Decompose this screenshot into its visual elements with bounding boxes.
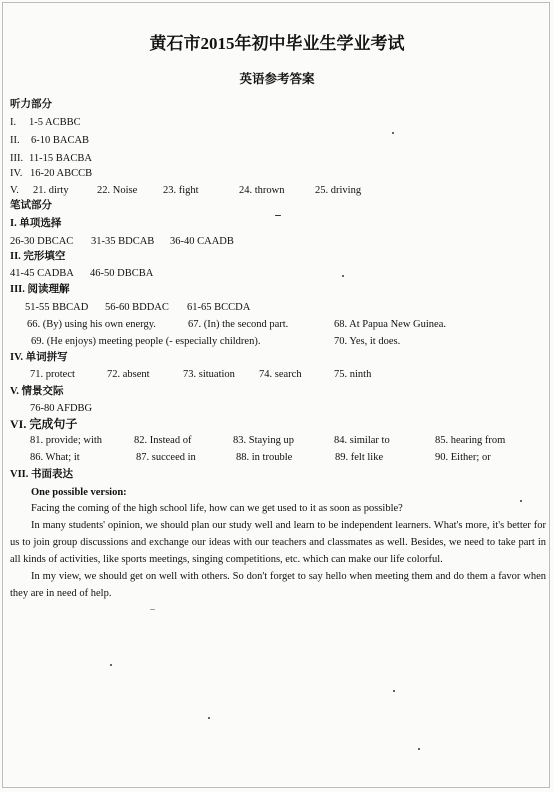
section-3-heading: III. 阅读理解 bbox=[10, 284, 70, 295]
listening-line-4 bbox=[10, 168, 93, 180]
listening-line-5 bbox=[10, 185, 550, 197]
scan-speck bbox=[275, 215, 281, 216]
answer-group: 26-30 DBCAC bbox=[10, 236, 74, 247]
answer-item: 75. ninth bbox=[334, 369, 372, 380]
answer-68: 68. At Papua New Guinea. bbox=[334, 319, 446, 330]
answer-item: 25. driving bbox=[315, 185, 362, 196]
essay-paragraph-3: In my view, we should get on well with others. So don't forget to say hello when meeting them and do them a favor when they are in need of help. bbox=[10, 571, 546, 599]
answer-group: 51-55 BBCAD bbox=[25, 302, 89, 313]
page-title: 黄石市2015年初中毕业生学业考试 bbox=[149, 34, 405, 53]
section-6-row-1 bbox=[30, 435, 550, 447]
answer-item: 74. search bbox=[259, 369, 302, 380]
answer-70: 70. Yes, it does. bbox=[334, 336, 401, 347]
page-border bbox=[2, 2, 550, 788]
section-3-answers bbox=[25, 302, 525, 314]
section-2-heading: II. 完形填空 bbox=[10, 251, 66, 262]
section-5-heading: V. 情景交际 bbox=[10, 386, 64, 397]
answer-text: 1-5 ACBBC bbox=[29, 117, 81, 128]
scan-speck bbox=[418, 748, 420, 750]
essay-paragraph-1: Facing the coming of the high school life, how can we get used to it as soon as possible? bbox=[31, 503, 403, 514]
answer-item: 87. succeed in bbox=[136, 452, 196, 463]
roman-numeral: V. bbox=[10, 185, 19, 196]
answer-item: 89. felt like bbox=[335, 452, 384, 463]
answer-item: 85. hearing from bbox=[435, 435, 506, 446]
answer-item: 88. in trouble bbox=[236, 452, 293, 463]
listening-heading: 听力部分 bbox=[10, 99, 52, 110]
section-7-heading: VII. 书面表达 bbox=[10, 469, 74, 480]
answer-text: 16-20 ABCCB bbox=[30, 168, 93, 179]
answer-group: 46-50 DBCBA bbox=[90, 268, 154, 279]
answer-item: 84. similar to bbox=[334, 435, 390, 446]
scan-speck bbox=[342, 275, 344, 277]
answer-item: 86. What; it bbox=[30, 452, 80, 463]
essay-paragraph-2: In many students' opinion, we should plan our study well and learn to be independent learners. What's more, it's better for us to join group discussions and exchange our ideas with our teachers and classmates as well. Besides, we need to take part in all kinds of activities, like sports meetings, singing competitions, etc. which can make our life colorful. bbox=[10, 520, 546, 565]
section-4-heading: IV. 单词拼写 bbox=[10, 352, 68, 363]
answer-item: 81. provide; with bbox=[30, 435, 103, 446]
answer-item: 71. protect bbox=[30, 369, 75, 380]
answer-item: 83. Staying up bbox=[233, 435, 294, 446]
section-2-answers bbox=[10, 268, 510, 280]
answer-66: 66. (By) using his own energy. bbox=[27, 319, 156, 330]
roman-numeral: III. bbox=[10, 153, 24, 164]
scan-speck bbox=[392, 132, 394, 134]
answer-item: 22. Noise bbox=[97, 185, 138, 196]
answer-item: 72. absent bbox=[107, 369, 150, 380]
listening-line-3 bbox=[10, 153, 92, 165]
scan-speck bbox=[208, 717, 210, 719]
answer-item: 82. Instead of bbox=[134, 435, 192, 446]
answer-item: 23. fight bbox=[163, 185, 199, 196]
answer-group: 36-40 CAADB bbox=[170, 236, 234, 247]
answer-67: 67. (In) the second part. bbox=[188, 319, 289, 330]
written-heading: 笔试部分 bbox=[10, 200, 52, 211]
roman-numeral: I. bbox=[10, 117, 17, 128]
version-label: One possible version: bbox=[31, 487, 127, 498]
page-subtitle: 英语参考答案 bbox=[239, 72, 315, 86]
scan-speck bbox=[150, 609, 155, 610]
section-5-answer: 76-80 AFDBG bbox=[30, 403, 93, 414]
answer-text: 6-10 BACAB bbox=[31, 135, 90, 146]
scan-speck bbox=[393, 690, 395, 692]
section-1-heading: I. 单项选择 bbox=[10, 218, 62, 229]
answer-group: 56-60 BDDAC bbox=[105, 302, 169, 313]
roman-numeral: II. bbox=[10, 135, 20, 146]
listening-line-2 bbox=[10, 135, 90, 147]
scan-speck bbox=[110, 664, 112, 666]
answer-item: 73. situation bbox=[183, 369, 235, 380]
section-1-answers bbox=[10, 236, 510, 248]
answer-item: 24. thrown bbox=[239, 185, 285, 196]
answer-group: 41-45 CADBA bbox=[10, 268, 74, 279]
answer-item: 90. Either; or bbox=[435, 452, 491, 463]
section-6-heading: VI. 完成句子 bbox=[10, 417, 78, 431]
answer-text: 11-15 BACBA bbox=[29, 153, 92, 164]
section-4-answers bbox=[30, 369, 530, 381]
answer-item: 21. dirty bbox=[33, 185, 69, 196]
section-6-row-2 bbox=[30, 452, 550, 464]
scan-speck bbox=[520, 500, 522, 502]
answer-group: 31-35 BDCAB bbox=[91, 236, 155, 247]
roman-numeral: IV. bbox=[10, 168, 23, 179]
answer-group: 61-65 BCCDA bbox=[187, 302, 251, 313]
answer-69: 69. (He enjoys) meeting people (- especially children). bbox=[31, 336, 261, 347]
listening-line-1 bbox=[10, 117, 81, 129]
